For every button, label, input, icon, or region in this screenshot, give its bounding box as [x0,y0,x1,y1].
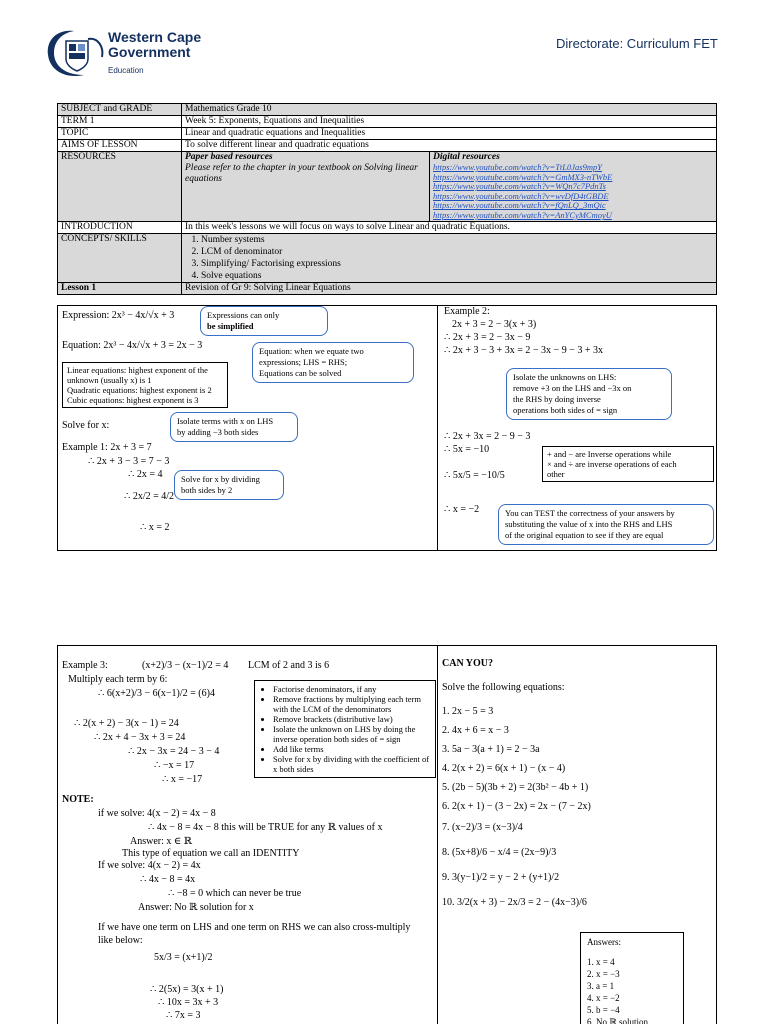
subject-label: SUBJECT and GRADE [58,104,182,116]
lcm-text: LCM of 2 and 3 is 6 [248,660,330,671]
example3-line: ∴ −x = 17 [154,760,195,771]
types-text: Quadratic equations: highest exponent is 2 [67,385,212,395]
org-department: Education [108,66,144,75]
test-answer-callout [498,504,714,545]
paper-resources-text: Please refer to the chapter in your textbook on Solving linear equations [185,163,418,184]
intro-value: In this week's lessons we will focus on ways to solve Linear and quadratic Equations. [182,221,717,233]
video-link[interactable]: https://www.youtube.com/watch?v=WQn7c7PdnTs [433,181,606,192]
solve-for-text: Solve for x: [62,420,110,431]
lesson-title: Revision of Gr 9: Solving Linear Equations [182,282,717,294]
cross-multiply-line: ∴ 2(5x) = 3(x + 1) [150,984,224,995]
isolate-unknowns-callout [506,368,672,420]
callout-text: remove +3 on the LHS and −3x on [513,383,632,393]
exercise-question: 1. 2x − 5 = 3 [442,706,494,717]
answers-title: Answers: [587,937,621,947]
callout-text: of the original equation to see if they are equal [505,530,664,540]
directorate-title: Directorate: Curriculum FET [556,36,718,51]
answers-box [580,932,684,1024]
example3-line: ∴ 2(x + 2) − 3(x − 1) = 24 [74,718,179,729]
equation-types-box [62,362,228,408]
box-text: + and − are Inverse operations while [547,449,672,459]
note-line: Answer: x ∈ ℝ [130,836,193,847]
isolate-callout [170,412,298,442]
callout-text: substituting the value of x into the RHS and LHS [505,519,673,529]
example1-line: ∴ 2x + 3 − 3 = 7 − 3 [88,456,170,467]
example2-line: ∴ 5x = −10 [444,444,490,455]
topic-row [58,128,717,140]
example2-line: 2x + 3 = 2 − 3(x + 3) [452,319,537,330]
topic-label: TOPIC [58,128,182,140]
note-heading: NOTE: [62,794,94,805]
note-line: This type of equation we call an IDENTITY [122,848,300,859]
answer-item: 2. x = −3 [587,969,620,979]
note-line: if we solve: 4(x − 2) = 4x − 8 [98,808,216,819]
org-name-line1: Western Cape [108,29,202,45]
exercise-instruction: Solve the following equations: [442,682,565,693]
aims-label: AIMS OF LESSON [58,140,182,152]
multiply-text: Multiply each term by 6: [68,674,168,685]
note-line: If we have one term on LHS and one term on RHS we can also cross-multiply [98,922,411,933]
exercise-question: 8. (5x+8)/6 − x/4 = (2x−9)/3 [442,847,557,858]
equation-example: Equation: 2x³ − 4x/√x + 3 = 2x − 3 [62,340,203,351]
example2-line: ∴ 5x/5 = −10/5 [444,470,505,481]
example1-line: Example 1: 2x + 3 = 7 [62,442,152,453]
cross-multiply-line: 5x/3 = (x+1)/2 [154,952,213,963]
column-divider [437,306,438,550]
step-item: • Add like terms [273,744,431,754]
types-text: Cubic equations: highest exponent is 3 [67,395,199,405]
org-name-line2: Government [108,44,191,60]
callout-text: Equations can be solved [259,368,342,378]
exercise-question: 10. 3/2(x + 3) − 2x/3 = 2 − (4x−3)/6 [442,897,587,908]
exercise-question: 2. 4x + 6 = x − 3 [442,725,509,736]
concepts-row [58,233,717,282]
answer-item: 6. No ℝ solution [587,1017,648,1024]
callout-text: Isolate the unknowns on LHS: [513,372,617,382]
callout-text: the RHS by doing inverse [513,394,601,404]
example3-line: ∴ 2x − 3x = 24 − 3 − 4 [128,746,220,757]
subject-row [58,104,717,116]
resources-label: RESOURCES [58,152,182,222]
exercise-question: 7. (x−2)/3 = (x−3)/4 [442,822,523,833]
concept-item: 3. Simplifying/ Factorising expressions [201,258,713,270]
expression-example: Expression: 2x³ − 4x/√x + 3 [62,310,175,321]
cross-multiply-line: ∴ 7x = 3 [166,1010,201,1021]
example1-line: ∴ 2x/2 = 4/2 [124,491,175,502]
note-line: If we solve: 4(x − 2) = 4x [98,860,201,871]
callout-text: Expressions can only [207,310,280,320]
example3-answer: ∴ x = −17 [162,774,203,785]
callout-text: Solve for x by dividing [181,474,260,484]
note-line: like below: [98,935,143,946]
concepts-label: CONCEPTS/ SKILLS [58,233,182,282]
term-label: TERM 1 [58,116,182,128]
video-link[interactable]: https://www.youtube.com/watch?v=AnYCyMCmoyU [433,209,612,220]
example2-line: ∴ 2x + 3 − 3 + 3x = 2 − 3x − 9 − 3 + 3x [444,345,603,356]
exercise-question: 4. 2(x + 2) = 6(x + 1) − (x − 4) [442,763,566,774]
term-value: Week 5: Exponents, Equations and Inequalities [182,116,717,128]
video-link[interactable]: https://www.youtube.com/watch?v=GmMX3-nTWbE [433,171,613,182]
can-you-heading: CAN YOU? [442,658,494,669]
note-line: Answer: No ℝ solution for x [138,902,254,913]
example2-title: Example 2: [444,306,490,317]
intro-label: INTRODUCTION [58,221,182,233]
answer-item: 3. a = 1 [587,981,615,991]
callout-text: operations both sides of = sign [513,405,618,415]
video-link[interactable]: https://www.youtube.com/watch?v=wvDfD4tGBDE [433,190,609,201]
aims-row [58,140,717,152]
box-text: other [547,469,565,479]
lesson-info-table [57,103,717,295]
video-link[interactable]: https://www.youtube.com/watch?v=fQnLQ_3mQic [433,200,606,211]
box-text: × and ÷ are inverse operations of each [547,459,677,469]
types-text: unknown (usually x) is 1 [67,375,152,385]
example3-equation: (x+2)/3 − (x−1)/2 = 4 [142,660,229,671]
step-item: • Remove brackets (distributive law) [273,714,431,724]
example3-title: Example 3: [62,660,108,671]
steps-box [254,680,436,778]
example1-line: ∴ 2x = 4 [128,469,163,480]
callout-text: Isolate terms with x on LHS [177,416,274,426]
answer-item: 1. x = 4 [587,957,615,967]
callout-text: be simplified [207,321,254,331]
callout-text: by adding −3 both sides [177,427,259,437]
term-row [58,116,717,128]
equation-callout [252,342,414,383]
concept-item: 2. LCM of denominator [201,246,713,258]
inverse-operations-box [542,446,714,482]
cross-multiply-line: ∴ 10x = 3x + 3 [158,997,219,1008]
video-link[interactable]: https://www.youtube.com/watch?v=TtL0Jas9mpY [433,162,602,172]
callout-text: You can TEST the correctness of your answers by [505,508,675,518]
concepts-list [182,233,717,282]
example2-answer: ∴ x = −2 [444,504,480,515]
callout-text: Equation: when we equate two [259,346,364,356]
lesson-label: Lesson 1 [58,282,182,294]
callout-text: expressions; LHS = RHS; [259,357,348,367]
exercise-question: 5. (2b − 5)(3b + 2) = 2(3b² − 4b + 1) [442,782,589,793]
step-item: • Factorise denominators, if any [273,684,431,694]
example1-answer: ∴ x = 2 [140,522,170,533]
exercise-question: 6. 2(x + 1) − (3 − 2x) = 2x − (7 − 2x) [442,801,591,812]
concept-item: 1. Number systems [201,234,713,246]
answer-item: 4. x = −2 [587,993,620,1003]
digital-resources [430,152,717,222]
note-line: ∴ 4x − 8 = 4x − 8 this will be TRUE for any ℝ values of x [148,822,383,833]
digital-resources-header: Digital resources [433,152,500,162]
types-text: Linear equations: highest exponent of the [67,365,208,375]
expression-callout [200,306,328,336]
page2-body [57,645,717,1024]
exercise-question: 3. 5a − 3(a + 1) = 2 − 3a [442,744,540,755]
resources-row [58,152,717,222]
topic-value: Linear and quadratic equations and Inequalities [182,128,717,140]
intro-row [58,221,717,233]
divide-callout [174,470,284,500]
aims-value: To solve different linear and quadratic equations [182,140,717,152]
step-item: • Isolate the unknown on LHS by doing the inverse operation both sides of = sign [273,724,431,744]
exercise-question: 9. 3(y−1)/2 = y − 2 + (y+1)/2 [442,872,560,883]
paper-resources-header: Paper based resources [185,152,273,162]
answer-item: 5. b = −4 [587,1005,620,1015]
lesson-header-row [58,282,717,294]
example3-line: ∴ 2x + 4 − 3x + 3 = 24 [94,732,186,743]
subject-value: Mathematics Grade 10 [182,104,717,116]
example3-line: ∴ 6(x+2)/3 − 6(x−1)/2 = (6)4 [98,688,215,699]
concept-item: 4. Solve equations [201,270,713,282]
callout-text: both sides by 2 [181,485,233,495]
column-divider [437,646,438,1024]
step-item: • Remove fractions by multiplying each term with the LCM of the denominators [273,694,431,714]
example2-line: ∴ 2x + 3 = 2 − 3x − 9 [444,332,531,343]
paper-resources [182,152,430,222]
example2-line: ∴ 2x + 3x = 2 − 9 − 3 [444,431,531,442]
lesson-body [57,305,717,551]
note-line: ∴ 4x − 8 = 4x [140,874,196,885]
step-item: • Solve for x by dividing with the coefficient of x both sides [273,754,431,774]
note-line: ∴ −8 = 0 which can never be true [168,888,302,899]
